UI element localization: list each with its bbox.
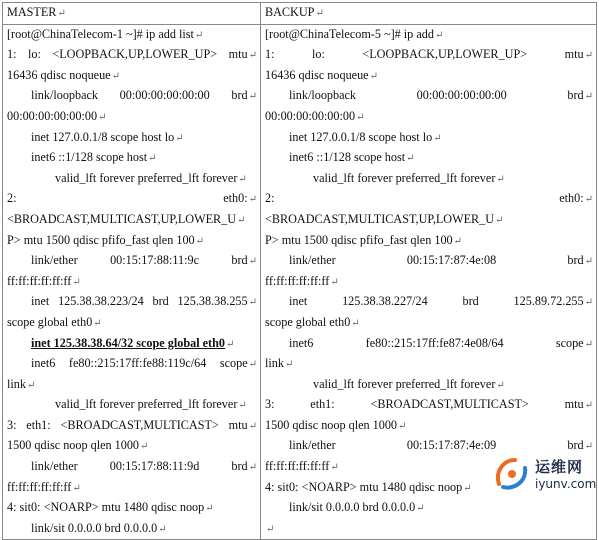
master-text: scope global eth0	[7, 314, 93, 329]
backup-text: valid_lft forever preferred_lft forever	[313, 170, 496, 185]
master-token: brd↵	[231, 459, 257, 474]
backup-token: 1:	[265, 47, 275, 62]
backup-token: 125.38.38.227/24	[342, 294, 428, 309]
backup-token: 3:	[265, 397, 275, 412]
return-mark-icon: ↵	[584, 338, 593, 350]
master-token: inet6	[31, 356, 56, 371]
master-text: 16436 qdisc noqueue	[7, 67, 111, 82]
return-mark-icon: ↵	[140, 441, 149, 453]
backup-text: 00:00:00:00:00:00	[265, 108, 356, 123]
watermark-url: iyunv.com	[535, 476, 597, 491]
return-mark-icon: ↵	[433, 132, 442, 144]
master-text: [root@ChinaTelecom-1 ~]# ip add list	[7, 26, 194, 41]
return-mark-icon: ↵	[195, 235, 205, 247]
backup-token: brd↵	[567, 88, 593, 103]
master-line	[7, 519, 257, 540]
master-line	[7, 395, 257, 416]
master-token: <LOOPBACK,UP,LOWER_UP>	[52, 47, 218, 62]
return-mark-icon: ↵	[111, 70, 120, 82]
backup-text: 1500 qdisc noop qlen 1000	[265, 417, 398, 432]
master-line	[7, 189, 257, 210]
backup-token: 2:	[265, 191, 275, 206]
master-line	[7, 436, 257, 457]
master-token: 125.38.38.255↵	[177, 294, 257, 309]
return-mark-icon: ↵	[175, 132, 184, 144]
master-line	[7, 498, 257, 519]
master-token: brd	[152, 294, 169, 309]
return-mark-icon: ↵	[398, 420, 407, 432]
return-mark-icon: ↵	[205, 503, 214, 515]
backup-line	[265, 86, 593, 107]
return-mark-icon: ↵	[315, 8, 324, 19]
master-line	[7, 313, 257, 334]
master-text: inet 125.38.38.64/32 scope global eth0	[31, 335, 225, 350]
master-line	[7, 169, 257, 190]
master-token: eth1:	[26, 417, 51, 432]
master-text: 00:00:00:00:00:00	[7, 108, 98, 123]
master-text: inet 127.0.0.1/8 scope host lo	[31, 129, 175, 144]
return-mark-icon: ↵	[225, 338, 235, 350]
return-mark-icon: ↵	[406, 153, 415, 165]
watermark-name: 运维网	[535, 457, 584, 476]
master-line	[7, 128, 257, 149]
backup-line	[265, 189, 593, 210]
backup-token: link/loopback	[289, 88, 357, 103]
header-row	[3, 3, 597, 25]
backup-line	[265, 25, 593, 46]
backup-text: link	[265, 356, 284, 371]
master-header	[3, 3, 261, 25]
master-line	[7, 148, 257, 169]
master-token: 00:15:17:88:11:9d	[109, 459, 200, 474]
backup-line	[265, 498, 593, 519]
return-mark-icon: ↵	[330, 276, 339, 288]
backup-token: 00:15:17:87:4e:09	[406, 438, 497, 453]
master-output-cell	[3, 24, 261, 540]
master-text: 1500 qdisc noop qlen 1000	[7, 438, 140, 453]
return-mark-icon: ↵	[356, 111, 365, 123]
master-line	[7, 354, 257, 375]
master-token: link/ether	[31, 253, 78, 268]
backup-text: ff:ff:ff:ff:ff:ff	[265, 273, 330, 288]
return-mark-icon: ↵	[26, 379, 36, 391]
master-token: eth0:↵	[223, 191, 257, 206]
master-line	[7, 231, 257, 252]
return-mark-icon: ↵	[248, 297, 257, 309]
backup-text: <BROADCAST,MULTICAST,UP,LOWER_U	[265, 211, 495, 226]
master-token: fe80::215:17ff:fe88:119c/64	[68, 356, 207, 371]
backup-line	[265, 292, 593, 313]
return-mark-icon: ↵	[72, 482, 81, 494]
master-line	[7, 107, 257, 128]
backup-token: link/ether	[289, 438, 336, 453]
backup-header-label: BACKUP	[265, 5, 315, 19]
master-text: ff:ff:ff:ff:ff:ff	[7, 479, 72, 494]
backup-line	[265, 272, 593, 293]
master-line	[7, 292, 257, 313]
master-header-label: MASTER	[7, 5, 57, 19]
master-text: inet6 ::1/128 scope host	[31, 150, 148, 165]
backup-line	[265, 519, 593, 540]
return-mark-icon: ↵	[330, 462, 339, 474]
return-mark-icon: ↵	[248, 462, 257, 474]
backup-text: ff:ff:ff:ff:ff:ff	[265, 459, 330, 474]
backup-line	[265, 107, 593, 128]
backup-token: inet	[289, 294, 308, 309]
backup-token: mtu↵	[564, 397, 593, 412]
return-mark-icon: ↵	[248, 256, 257, 268]
master-line	[7, 86, 257, 107]
backup-text: link/sit 0.0.0.0 brd 0.0.0.0	[289, 500, 416, 515]
master-token: scope↵	[219, 356, 257, 371]
backup-line	[265, 169, 593, 190]
return-mark-icon: ↵	[496, 173, 505, 185]
return-mark-icon: ↵	[351, 317, 360, 329]
master-token: brd↵	[231, 88, 257, 103]
master-token: link/loopback	[31, 88, 99, 103]
master-line	[7, 375, 257, 396]
backup-line	[265, 416, 593, 437]
master-token: 125.38.38.223/24	[58, 294, 144, 309]
return-mark-icon: ↵	[57, 8, 66, 19]
backup-token: brd↵	[567, 438, 593, 453]
return-mark-icon: ↵	[238, 173, 247, 185]
master-token: 1:	[7, 47, 17, 62]
backup-line	[265, 354, 593, 375]
return-mark-icon: ↵	[584, 400, 593, 412]
backup-text: 4: sit0: <NOARP> mtu 1480 qdisc noop	[265, 479, 463, 494]
master-text: link	[7, 376, 26, 391]
return-mark-icon: ↵	[72, 276, 81, 288]
backup-token: mtu↵	[564, 47, 593, 62]
return-mark-icon: ↵	[453, 235, 463, 247]
return-mark-icon: ↵	[248, 420, 257, 432]
master-line	[7, 45, 257, 66]
master-line	[7, 66, 257, 87]
master-token: mtu↵	[228, 47, 257, 62]
backup-token: lo:	[311, 47, 325, 62]
return-mark-icon: ↵	[194, 29, 204, 41]
backup-token: fe80::215:17ff:fe87:4e08/64	[365, 335, 504, 350]
master-line	[7, 210, 257, 231]
master-token: brd↵	[231, 253, 257, 268]
backup-line	[265, 375, 593, 396]
master-token: mtu↵	[228, 417, 257, 432]
backup-line	[265, 395, 593, 416]
master-line	[7, 334, 257, 355]
master-text: P> mtu 1500 qdisc pfifo_fast qlen 100	[7, 232, 195, 247]
backup-text: inet6 ::1/128 scope host	[289, 150, 406, 165]
backup-token: eth1:	[310, 397, 335, 412]
return-mark-icon: ↵	[584, 50, 593, 62]
backup-text: scope global eth0	[265, 314, 351, 329]
return-mark-icon: ↵	[463, 482, 472, 494]
backup-token: link/ether	[289, 253, 336, 268]
return-mark-icon: ↵	[266, 523, 275, 535]
master-text: ff:ff:ff:ff:ff:ff	[7, 273, 72, 288]
master-token: 2:	[7, 191, 17, 206]
backup-line	[265, 45, 593, 66]
return-mark-icon: ↵	[93, 317, 102, 329]
return-mark-icon: ↵	[416, 503, 425, 515]
return-mark-icon: ↵	[584, 256, 593, 268]
backup-token: scope↵	[555, 335, 593, 350]
master-line	[7, 416, 257, 437]
backup-token: 00:00:00:00:00:00	[416, 88, 507, 103]
watermark-logo	[493, 450, 595, 496]
return-mark-icon: ↵	[584, 194, 593, 206]
master-token: 00:00:00:00:00:00	[119, 88, 210, 103]
backup-line	[265, 251, 593, 272]
backup-token: 00:15:17:87:4e:08	[406, 253, 497, 268]
return-mark-icon: ↵	[248, 91, 257, 103]
backup-token: brd↵	[567, 253, 593, 268]
return-mark-icon: ↵	[495, 214, 504, 226]
master-token: lo:	[27, 47, 41, 62]
backup-token: inet6	[289, 335, 314, 350]
return-mark-icon: ↵	[584, 441, 593, 453]
return-mark-icon: ↵	[284, 359, 294, 371]
return-mark-icon: ↵	[158, 523, 167, 535]
master-text: link/sit 0.0.0.0 brd 0.0.0.0	[31, 520, 158, 535]
backup-text: [root@ChinaTelecom-5 ~]# ip add	[265, 26, 434, 41]
watermark-text	[535, 456, 596, 491]
backup-text: P> mtu 1500 qdisc pfifo_fast qlen 100	[265, 232, 453, 247]
backup-token: 125.89.72.255↵	[513, 294, 593, 309]
return-mark-icon: ↵	[584, 297, 593, 309]
return-mark-icon: ↵	[434, 29, 444, 41]
return-mark-icon: ↵	[248, 359, 257, 371]
backup-text: inet 127.0.0.1/8 scope host lo	[289, 129, 433, 144]
backup-text: valid_lft forever preferred_lft forever	[313, 376, 496, 391]
return-mark-icon: ↵	[98, 111, 107, 123]
backup-line	[265, 128, 593, 149]
return-mark-icon: ↵	[237, 214, 246, 226]
master-text: <BROADCAST,MULTICAST,UP,LOWER_U	[7, 211, 237, 226]
master-line	[7, 478, 257, 499]
backup-line	[265, 210, 593, 231]
master-token: 3:	[7, 417, 17, 432]
master-line	[7, 251, 257, 272]
master-line	[7, 457, 257, 478]
backup-token: <LOOPBACK,UP,LOWER_UP>	[362, 47, 528, 62]
backup-token: brd	[462, 294, 479, 309]
return-mark-icon: ↵	[248, 50, 257, 62]
return-mark-icon: ↵	[496, 379, 505, 391]
backup-line	[265, 148, 593, 169]
master-token: link/ether	[31, 459, 78, 474]
return-mark-icon: ↵	[238, 400, 247, 412]
backup-line	[265, 231, 593, 252]
backup-token: <BROADCAST,MULTICAST>	[370, 397, 529, 412]
master-text: valid_lft forever preferred_lft forever	[55, 397, 238, 412]
return-mark-icon: ↵	[148, 153, 157, 165]
return-mark-icon: ↵	[248, 194, 257, 206]
master-token: 00:15:17:88:11:9c	[110, 253, 199, 268]
backup-token: eth0:↵	[559, 191, 593, 206]
backup-header	[261, 3, 597, 25]
master-text: valid_lft forever preferred_lft forever	[55, 170, 238, 185]
swirl-logo-icon	[493, 454, 531, 492]
backup-line	[265, 66, 593, 87]
return-mark-icon: ↵	[584, 91, 593, 103]
backup-line	[265, 313, 593, 334]
backup-text: 16436 qdisc noqueue	[265, 67, 369, 82]
master-line	[7, 272, 257, 293]
master-text: 4: sit0: <NOARP> mtu 1480 qdisc noop	[7, 500, 205, 515]
return-mark-icon: ↵	[369, 70, 378, 82]
backup-line	[265, 334, 593, 355]
master-token: inet	[31, 294, 50, 309]
master-token: <BROADCAST,MULTICAST>	[60, 417, 219, 432]
master-line	[7, 25, 257, 46]
